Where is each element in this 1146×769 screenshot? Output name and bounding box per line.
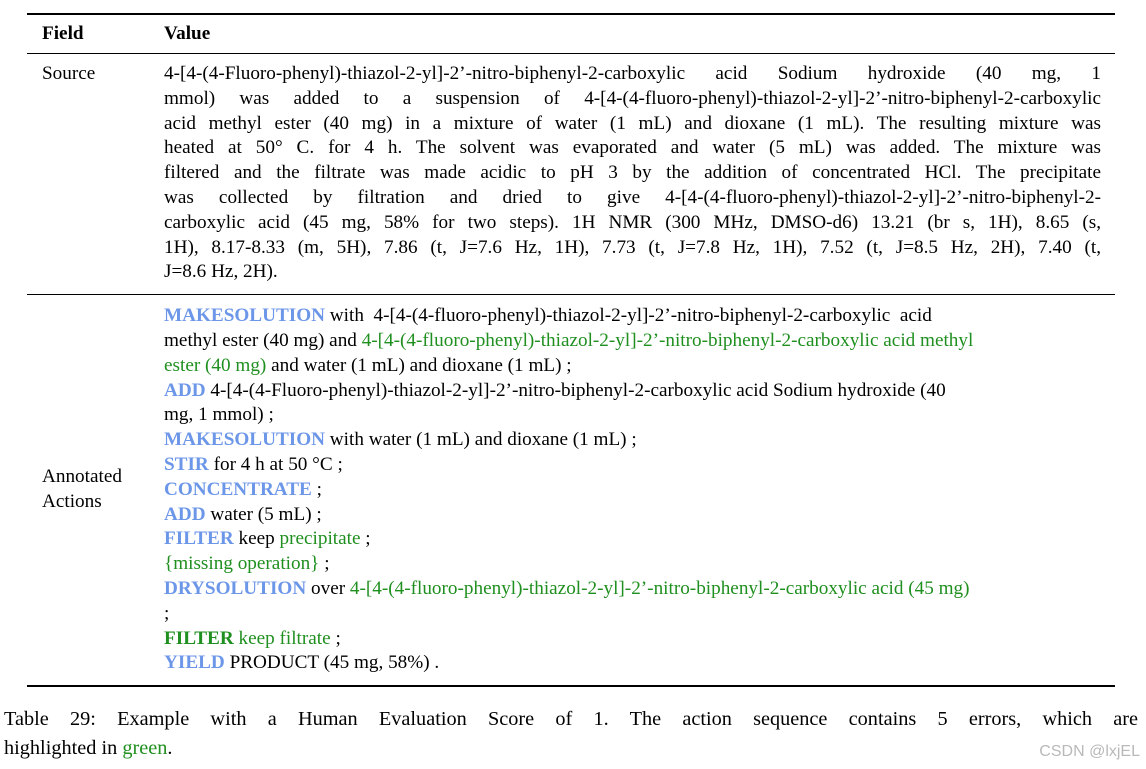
action-line	[164, 552, 1101, 577]
action-line: ;	[164, 602, 170, 624]
action-op-error: FILTER	[164, 627, 234, 649]
action-op: ADD	[164, 503, 206, 525]
annotated-label-line2: Actions	[42, 491, 102, 513]
source-row	[27, 54, 1115, 294]
action-line	[164, 478, 1101, 503]
action-line	[164, 627, 1101, 652]
action-op: STIR	[164, 453, 209, 475]
source-line: filtered and the filtrate was made acidic to pH 3 by the addition of concentrated HCl. The precipitate	[164, 162, 1101, 184]
action-line	[164, 651, 1101, 676]
action-op: CONCENTRATE	[164, 478, 312, 500]
action-text: ;	[330, 627, 341, 649]
source-line: J=8.6 Hz, 2H).	[164, 261, 278, 283]
source-label: Source	[42, 63, 96, 84]
action-text: for 4 h at 50 °C ;	[208, 453, 343, 475]
action-text: water (5 mL) ;	[205, 503, 322, 525]
header-row	[27, 15, 1115, 53]
action-text: methyl ester (40 mg) and	[164, 329, 362, 351]
action-line	[164, 527, 1101, 552]
source-line: was collected by filtration and dried to give 4-[4-(4-fluoro-phenyl)-thiazol-2-yl]-2’-nitro-biphenyl-2-	[164, 186, 1101, 208]
error-highlight: 4-[4-(4-fluoro-phenyl)-thiazol-2-yl]-2’-nitro-biphenyl-2-carboxylic acid methyl	[361, 329, 974, 351]
source-line: mmol) was added to a suspension of 4-[4-(4-fluoro-phenyl)-thiazol-2-yl]-2’-nitro-biphenyl-2-carboxylic	[164, 87, 1101, 109]
action-text: ;	[319, 553, 330, 575]
annotated-actions	[164, 304, 1101, 676]
annotated-row	[27, 295, 1115, 685]
error-highlight: keep filtrate	[233, 627, 331, 649]
action-op: MAKESOLUTION	[164, 429, 325, 451]
action-text: and water (1 mL) and dioxane (1 mL) ;	[266, 354, 572, 376]
action-op: YIELD	[164, 652, 225, 674]
action-op: MAKESOLUTION	[164, 305, 325, 327]
action-line	[164, 329, 1101, 354]
action-line	[164, 354, 1101, 379]
bottom-rule	[27, 685, 1115, 687]
action-op: ADD	[164, 379, 206, 401]
action-text: over	[306, 577, 350, 599]
source-line: carboxylic acid (45 mg, 58% for two steps). 1H NMR (300 MHz, DMSO-d6) 13.21 (br s, 1H), 8.65 (s,	[164, 211, 1101, 233]
action-text: ;	[311, 478, 322, 500]
header-value: Value	[164, 23, 211, 44]
action-text: with 4-[4-(4-fluoro-phenyl)-thiazol-2-yl]-2’-nitro-biphenyl-2-carboxylic acid	[325, 305, 932, 327]
error-highlight: {missing operation}	[164, 553, 320, 575]
error-highlight: ester (40 mg)	[164, 354, 267, 376]
watermark: CSDN @lxjEL	[1039, 743, 1140, 760]
table-caption	[4, 705, 1138, 763]
caption-green-word: green	[122, 737, 168, 759]
source-text	[164, 62, 1101, 285]
action-op: FILTER	[164, 528, 234, 550]
caption-line2	[4, 734, 1138, 763]
action-line: mg, 1 mmol) ;	[164, 404, 274, 426]
source-line: 4-[4-(4-Fluoro-phenyl)-thiazol-2-yl]-2’-nitro-biphenyl-2-carboxylic acid Sodium hydroxide (40 mg, 1	[164, 63, 1101, 84]
action-line	[164, 453, 1101, 478]
header-field: Field	[42, 23, 84, 44]
source-line: 1H), 8.17-8.33 (m, 5H), 7.86 (t, J=7.6 Hz, 1H), 7.73 (t, J=7.8 Hz, 1H), 7.52 (t, J=8.5 Hz, 2H), 7.40 (t,	[164, 236, 1101, 258]
action-line	[164, 379, 1101, 404]
action-text: PRODUCT (45 mg, 58%) .	[224, 652, 440, 674]
action-line	[164, 503, 1101, 528]
source-line: heated at 50° C. for 4 h. The solvent was evaporated and water (5 mL) was added. The mixture was	[164, 137, 1101, 159]
action-text: keep	[233, 528, 280, 550]
action-text: 4-[4-(4-Fluoro-phenyl)-thiazol-2-yl]-2’-nitro-biphenyl-2-carboxylic acid Sodium hydroxide (40	[205, 379, 946, 401]
caption-end: .	[167, 737, 173, 759]
data-table	[27, 13, 1115, 687]
caption-line1: Table 29: Example with a Human Evaluation Score of 1. The action sequence contains 5 errors, which are	[4, 708, 1138, 730]
action-line	[164, 577, 1101, 602]
action-op: DRYSOLUTION	[164, 577, 307, 599]
action-line	[164, 428, 1101, 453]
error-highlight: 4-[4-(4-fluoro-phenyl)-thiazol-2-yl]-2’-nitro-biphenyl-2-carboxylic acid (45 mg)	[349, 577, 970, 599]
action-text: with water (1 mL) and dioxane (1 mL) ;	[325, 429, 637, 451]
action-line	[164, 304, 1101, 329]
caption-text: highlighted in	[4, 737, 123, 759]
annotated-label-line1: Annotated	[42, 466, 122, 488]
annotated-label	[27, 465, 164, 515]
error-highlight: precipitate	[279, 528, 361, 550]
action-text: ;	[360, 528, 371, 550]
source-line: acid methyl ester (40 mg) in a mixture of water (1 mL) and dioxane (1 mL). The resulting mixture was	[164, 112, 1101, 134]
